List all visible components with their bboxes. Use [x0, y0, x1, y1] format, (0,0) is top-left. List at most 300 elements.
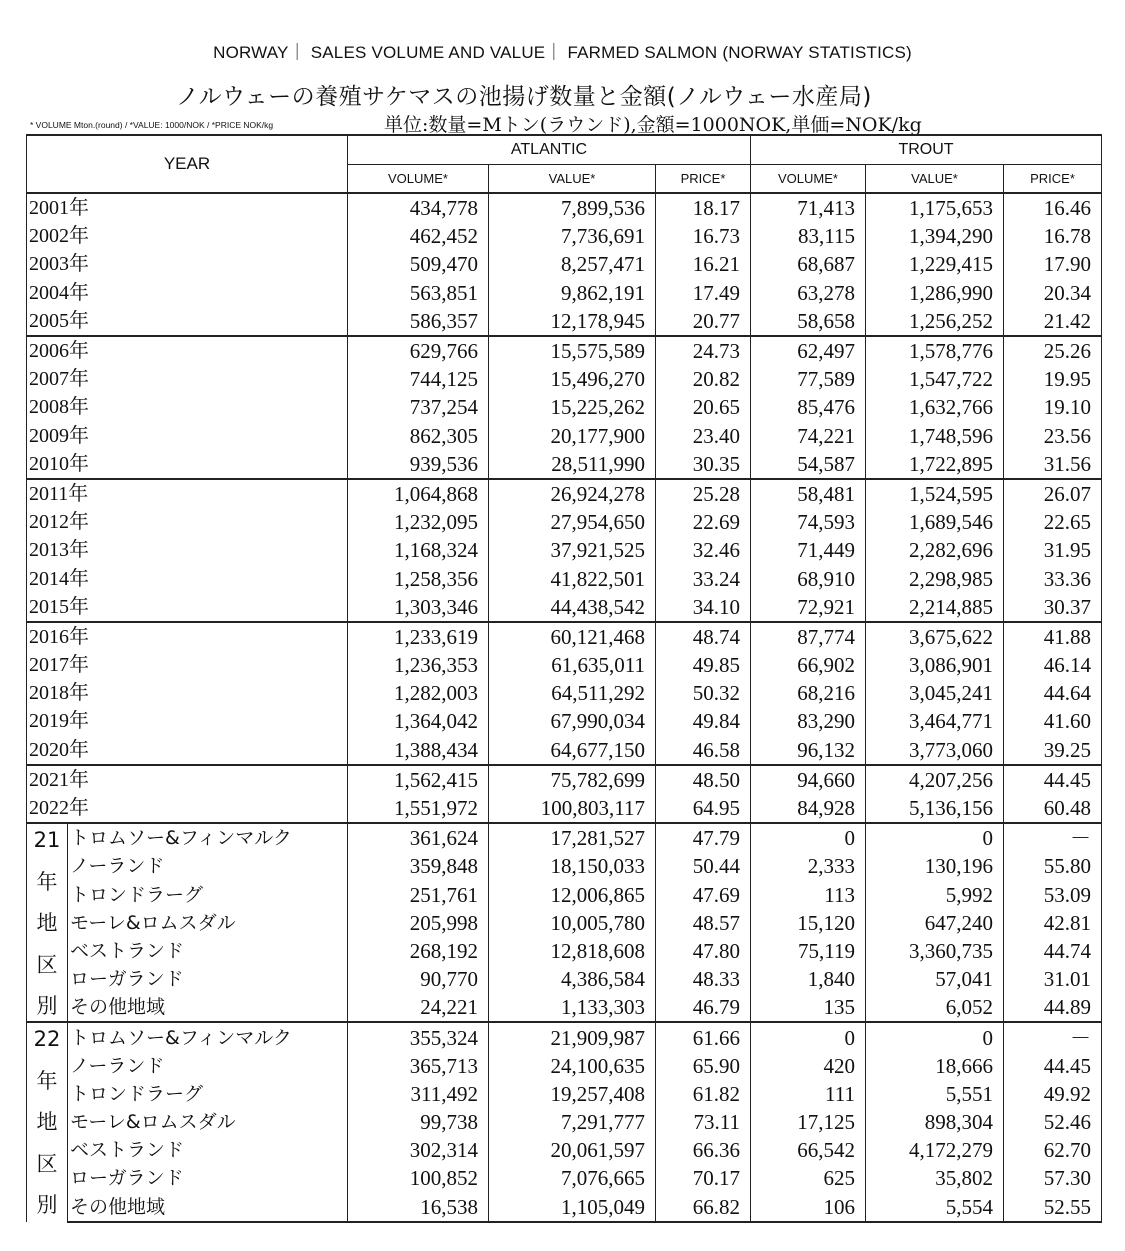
- table-row: [27, 707, 1102, 735]
- region-name-cell: トロムソー&フィンマルク: [68, 1022, 348, 1051]
- atlantic-volume-cell: 862,305: [348, 422, 489, 450]
- region-name-cell: ローガランド: [68, 965, 348, 993]
- trout-volume-cell: 62,497: [751, 336, 866, 365]
- atlantic-value-cell: 9,862,191: [489, 279, 656, 307]
- year-cell: 2006年: [27, 336, 348, 365]
- region-row: [27, 937, 1102, 965]
- atlantic-price-cell: 66.82: [656, 1193, 751, 1222]
- trout-volume-cell: 54,587: [751, 450, 866, 479]
- table-row: [27, 250, 1102, 278]
- atlantic-value-cell: 4,386,584: [489, 965, 656, 993]
- atlantic-volume-cell: 1,562,415: [348, 765, 489, 794]
- atlantic-value-cell: 15,575,589: [489, 336, 656, 365]
- trout-price-cell: 16.46: [1004, 193, 1102, 222]
- trout-price-cell: 44.74: [1004, 937, 1102, 965]
- atlantic-volume-cell: 563,851: [348, 279, 489, 307]
- atlantic-value-cell: 1,133,303: [489, 993, 656, 1022]
- trout-volume-cell: 1,840: [751, 965, 866, 993]
- trout-value-cell: 4,207,256: [866, 765, 1004, 794]
- year-cell: 2003年: [27, 250, 348, 278]
- year-cell: 2022年: [27, 794, 348, 823]
- trout-volume-cell: 625: [751, 1164, 866, 1192]
- trout-price-cell: 49.92: [1004, 1080, 1102, 1108]
- trout-value-cell: 1,689,546: [866, 508, 1004, 536]
- atlantic-price-cell: 20.77: [656, 307, 751, 336]
- table-row: [27, 564, 1102, 592]
- atlantic-volume-cell: 509,470: [348, 250, 489, 278]
- trout-value-cell: 5,992: [866, 881, 1004, 909]
- region-row: [27, 1164, 1102, 1192]
- trout-volume-cell: 72,921: [751, 593, 866, 622]
- atlantic-value-cell: 15,496,270: [489, 365, 656, 393]
- trout-value-cell: 1,578,776: [866, 336, 1004, 365]
- region-name-cell: ノーランド: [68, 1052, 348, 1080]
- atlantic-volume-cell: 586,357: [348, 307, 489, 336]
- atlantic-value-cell: 18,150,033: [489, 852, 656, 880]
- atlantic-volume-cell: 16,538: [348, 1193, 489, 1222]
- atlantic-price-cell: 22.69: [656, 508, 751, 536]
- atlantic-volume-cell: 737,254: [348, 393, 489, 421]
- atlantic-value-cell: 61,635,011: [489, 651, 656, 679]
- region-label-char: 別: [36, 1193, 58, 1218]
- table-row: [27, 365, 1102, 393]
- region-row: [27, 1136, 1102, 1164]
- year-cell: 2005年: [27, 307, 348, 336]
- atlantic-price-cell: 49.84: [656, 707, 751, 735]
- atlantic-value-cell: 7,291,777: [489, 1108, 656, 1136]
- atlantic-header: ATLANTIC: [348, 135, 751, 165]
- region-row: [27, 909, 1102, 937]
- table-row: [27, 336, 1102, 365]
- year-cell: 2019年: [27, 707, 348, 735]
- atlantic-price-cell: 48.57: [656, 909, 751, 937]
- units-jp: 単位:数量=Mトン(ラウンド),金額=1000NOK,単価=NOK/kg: [384, 114, 922, 136]
- atlantic-value-cell: 1,105,049: [489, 1193, 656, 1222]
- table-row: [27, 450, 1102, 479]
- atlantic-value-cell: 20,177,900: [489, 422, 656, 450]
- trout-value-cell: 1,524,595: [866, 479, 1004, 508]
- atlantic-volume-cell: 1,233,619: [348, 622, 489, 651]
- atlantic-value-cell: 8,257,471: [489, 250, 656, 278]
- atlantic-price-cell: 50.32: [656, 679, 751, 707]
- atlantic-price-cell: 34.10: [656, 593, 751, 622]
- table-row: [27, 279, 1102, 307]
- trout-volume-cell: 84,928: [751, 794, 866, 823]
- trout-value-cell: 35,802: [866, 1164, 1004, 1192]
- trout-volume-cell: 420: [751, 1052, 866, 1080]
- trout-value-cell: 130,196: [866, 852, 1004, 880]
- year-cell: 2020年: [27, 736, 348, 765]
- trout-volume-cell: 135: [751, 993, 866, 1022]
- atlantic-value-cell: 7,076,665: [489, 1164, 656, 1192]
- atlantic-price-header: PRICE*: [656, 165, 751, 194]
- trout-price-cell: 53.09: [1004, 881, 1102, 909]
- atlantic-price-cell: 61.66: [656, 1022, 751, 1051]
- atlantic-price-cell: 50.44: [656, 852, 751, 880]
- salmon-table: [26, 134, 1102, 1223]
- trout-value-cell: 5,136,156: [866, 794, 1004, 823]
- trout-price-cell: 31.95: [1004, 536, 1102, 564]
- year-cell: 2021年: [27, 765, 348, 794]
- page-header: NORWAY｜ SALES VOLUME AND VALUE｜ FARMED SALMON (NORWAY STATISTICS): [213, 43, 912, 62]
- year-cell: 2013年: [27, 536, 348, 564]
- table-row: [27, 536, 1102, 564]
- atlantic-volume-cell: 1,258,356: [348, 564, 489, 592]
- atlantic-price-cell: 20.65: [656, 393, 751, 421]
- atlantic-volume-cell: 1,282,003: [348, 679, 489, 707]
- trout-volume-cell: 0: [751, 823, 866, 852]
- atlantic-volume-header: VOLUME*: [348, 165, 489, 194]
- atlantic-price-cell: 25.28: [656, 479, 751, 508]
- atlantic-price-cell: 48.33: [656, 965, 751, 993]
- atlantic-volume-cell: 1,168,324: [348, 536, 489, 564]
- trout-volume-header: VOLUME*: [751, 165, 866, 194]
- atlantic-value-cell: 19,257,408: [489, 1080, 656, 1108]
- atlantic-value-cell: 15,225,262: [489, 393, 656, 421]
- trout-volume-cell: 83,290: [751, 707, 866, 735]
- table-row: [27, 193, 1102, 222]
- region-label-char: 年: [36, 1068, 58, 1093]
- trout-price-cell: 33.36: [1004, 564, 1102, 592]
- atlantic-volume-cell: 251,761: [348, 881, 489, 909]
- atlantic-value-cell: 26,924,278: [489, 479, 656, 508]
- trout-value-cell: 18,666: [866, 1052, 1004, 1080]
- table-row: [27, 765, 1102, 794]
- atlantic-price-cell: 33.24: [656, 564, 751, 592]
- atlantic-price-cell: 70.17: [656, 1164, 751, 1192]
- atlantic-price-cell: 49.85: [656, 651, 751, 679]
- trout-volume-cell: 111: [751, 1080, 866, 1108]
- trout-price-cell: 42.81: [1004, 909, 1102, 937]
- trout-value-cell: 57,041: [866, 965, 1004, 993]
- trout-price-cell: 55.80: [1004, 852, 1102, 880]
- trout-value-cell: 3,773,060: [866, 736, 1004, 765]
- trout-volume-cell: 68,910: [751, 564, 866, 592]
- atlantic-price-cell: 23.40: [656, 422, 751, 450]
- trout-value-cell: 647,240: [866, 909, 1004, 937]
- region-row: [27, 1080, 1102, 1108]
- page-title: ノルウェーの養殖サケマスの池揚げ数量と金額(ノルウェー水産局): [176, 84, 872, 110]
- trout-value-cell: 1,229,415: [866, 250, 1004, 278]
- trout-volume-cell: 74,221: [751, 422, 866, 450]
- trout-price-cell: －: [1004, 823, 1102, 852]
- trout-value-header: VALUE*: [866, 165, 1004, 194]
- atlantic-volume-cell: 462,452: [348, 222, 489, 250]
- year-cell: 2002年: [27, 222, 348, 250]
- trout-price-cell: 31.01: [1004, 965, 1102, 993]
- region-label-char: 別: [36, 994, 58, 1019]
- trout-price-cell: 57.30: [1004, 1164, 1102, 1192]
- trout-volume-cell: 71,449: [751, 536, 866, 564]
- trout-volume-cell: 63,278: [751, 279, 866, 307]
- atlantic-volume-cell: 359,848: [348, 852, 489, 880]
- trout-value-cell: 6,052: [866, 993, 1004, 1022]
- year-cell: 2010年: [27, 450, 348, 479]
- trout-price-cell: 25.26: [1004, 336, 1102, 365]
- atlantic-volume-cell: 100,852: [348, 1164, 489, 1192]
- atlantic-value-cell: 41,822,501: [489, 564, 656, 592]
- trout-value-cell: 1,394,290: [866, 222, 1004, 250]
- atlantic-volume-cell: 1,236,353: [348, 651, 489, 679]
- region-row: [27, 965, 1102, 993]
- trout-price-cell: 19.10: [1004, 393, 1102, 421]
- trout-value-cell: 1,632,766: [866, 393, 1004, 421]
- atlantic-value-cell: 75,782,699: [489, 765, 656, 794]
- atlantic-value-cell: 12,178,945: [489, 307, 656, 336]
- atlantic-value-cell: 24,100,635: [489, 1052, 656, 1080]
- trout-value-cell: 5,551: [866, 1080, 1004, 1108]
- region-row: [27, 823, 1102, 852]
- atlantic-volume-cell: 744,125: [348, 365, 489, 393]
- atlantic-price-cell: 47.69: [656, 881, 751, 909]
- atlantic-price-cell: 16.73: [656, 222, 751, 250]
- trout-volume-cell: 87,774: [751, 622, 866, 651]
- region-name-cell: トロムソー&フィンマルク: [68, 823, 348, 852]
- atlantic-value-cell: 64,511,292: [489, 679, 656, 707]
- atlantic-price-cell: 47.80: [656, 937, 751, 965]
- year-cell: 2004年: [27, 279, 348, 307]
- region-name-cell: その他地域: [68, 993, 348, 1022]
- atlantic-volume-cell: 1,064,868: [348, 479, 489, 508]
- year-cell: 2016年: [27, 622, 348, 651]
- atlantic-price-cell: 17.49: [656, 279, 751, 307]
- table-row: [27, 736, 1102, 765]
- atlantic-price-cell: 46.79: [656, 993, 751, 1022]
- region-row: [27, 993, 1102, 1022]
- trout-value-cell: 2,282,696: [866, 536, 1004, 564]
- region-name-cell: ベストランド: [68, 937, 348, 965]
- atlantic-value-cell: 37,921,525: [489, 536, 656, 564]
- trout-price-cell: 16.78: [1004, 222, 1102, 250]
- trout-volume-cell: 94,660: [751, 765, 866, 794]
- trout-value-cell: 0: [866, 1022, 1004, 1051]
- atlantic-price-cell: 30.35: [656, 450, 751, 479]
- trout-price-cell: 41.60: [1004, 707, 1102, 735]
- trout-value-cell: 1,748,596: [866, 422, 1004, 450]
- trout-value-cell: 1,175,653: [866, 193, 1004, 222]
- region-year-label: [27, 823, 68, 1022]
- trout-value-cell: 0: [866, 823, 1004, 852]
- table-row: [27, 222, 1102, 250]
- atlantic-price-cell: 48.74: [656, 622, 751, 651]
- atlantic-price-cell: 24.73: [656, 336, 751, 365]
- region-label-char: 年: [36, 869, 58, 894]
- trout-price-cell: 23.56: [1004, 422, 1102, 450]
- trout-price-cell: 52.46: [1004, 1108, 1102, 1136]
- region-name-cell: その他地域: [68, 1193, 348, 1222]
- atlantic-price-cell: 47.79: [656, 823, 751, 852]
- trout-value-cell: 1,722,895: [866, 450, 1004, 479]
- atlantic-price-cell: 66.36: [656, 1136, 751, 1164]
- table-row: [27, 422, 1102, 450]
- trout-volume-cell: 2,333: [751, 852, 866, 880]
- trout-volume-cell: 106: [751, 1193, 866, 1222]
- atlantic-value-header: VALUE*: [489, 165, 656, 194]
- atlantic-volume-cell: 365,713: [348, 1052, 489, 1080]
- year-cell: 2009年: [27, 422, 348, 450]
- trout-value-cell: 1,547,722: [866, 365, 1004, 393]
- trout-volume-cell: 83,115: [751, 222, 866, 250]
- region-row: [27, 881, 1102, 909]
- trout-volume-cell: 75,119: [751, 937, 866, 965]
- atlantic-volume-cell: 361,624: [348, 823, 489, 852]
- trout-price-cell: 19.95: [1004, 365, 1102, 393]
- atlantic-volume-cell: 268,192: [348, 937, 489, 965]
- region-label-char: 区: [36, 952, 58, 977]
- atlantic-price-cell: 61.82: [656, 1080, 751, 1108]
- atlantic-price-cell: 48.50: [656, 765, 751, 794]
- region-row: [27, 1052, 1102, 1080]
- trout-value-cell: 3,464,771: [866, 707, 1004, 735]
- atlantic-volume-cell: 1,388,434: [348, 736, 489, 765]
- atlantic-value-cell: 28,511,990: [489, 450, 656, 479]
- trout-volume-cell: 71,413: [751, 193, 866, 222]
- atlantic-volume-cell: 1,303,346: [348, 593, 489, 622]
- atlantic-volume-cell: 1,232,095: [348, 508, 489, 536]
- trout-price-cell: 44.45: [1004, 765, 1102, 794]
- year-cell: 2018年: [27, 679, 348, 707]
- region-row: [27, 1022, 1102, 1051]
- table-row: [27, 679, 1102, 707]
- atlantic-value-cell: 20,061,597: [489, 1136, 656, 1164]
- region-name-cell: ローガランド: [68, 1164, 348, 1192]
- trout-price-cell: 30.37: [1004, 593, 1102, 622]
- atlantic-price-cell: 73.11: [656, 1108, 751, 1136]
- trout-volume-cell: 58,658: [751, 307, 866, 336]
- atlantic-volume-cell: 939,536: [348, 450, 489, 479]
- region-label-char: 22: [33, 1027, 61, 1052]
- region-row: [27, 1108, 1102, 1136]
- table-row: [27, 479, 1102, 508]
- trout-price-cell: 44.45: [1004, 1052, 1102, 1080]
- region-name-cell: トロンドラーグ: [68, 1080, 348, 1108]
- region-name-cell: トロンドラーグ: [68, 881, 348, 909]
- trout-volume-cell: 68,216: [751, 679, 866, 707]
- atlantic-value-cell: 100,803,117: [489, 794, 656, 823]
- trout-volume-cell: 66,902: [751, 651, 866, 679]
- atlantic-volume-cell: 205,998: [348, 909, 489, 937]
- year-cell: 2011年: [27, 479, 348, 508]
- atlantic-price-cell: 46.58: [656, 736, 751, 765]
- table-row: [27, 651, 1102, 679]
- atlantic-volume-cell: 90,770: [348, 965, 489, 993]
- region-year-label: [27, 1022, 68, 1221]
- table-row: [27, 794, 1102, 823]
- atlantic-value-cell: 27,954,650: [489, 508, 656, 536]
- trout-price-header: PRICE*: [1004, 165, 1102, 194]
- atlantic-value-cell: 21,909,987: [489, 1022, 656, 1051]
- year-cell: 2017年: [27, 651, 348, 679]
- atlantic-volume-cell: 24,221: [348, 993, 489, 1022]
- trout-price-cell: 20.34: [1004, 279, 1102, 307]
- trout-volume-cell: 96,132: [751, 736, 866, 765]
- atlantic-volume-cell: 355,324: [348, 1022, 489, 1051]
- atlantic-value-cell: 7,736,691: [489, 222, 656, 250]
- atlantic-value-cell: 17,281,527: [489, 823, 656, 852]
- atlantic-price-cell: 16.21: [656, 250, 751, 278]
- region-label-char: 区: [36, 1151, 58, 1176]
- year-cell: 2007年: [27, 365, 348, 393]
- trout-volume-cell: 17,125: [751, 1108, 866, 1136]
- table-row: [27, 508, 1102, 536]
- trout-price-cell: 22.65: [1004, 508, 1102, 536]
- table-row: [27, 307, 1102, 336]
- trout-price-cell: －: [1004, 1022, 1102, 1051]
- atlantic-value-cell: 10,005,780: [489, 909, 656, 937]
- trout-volume-cell: 68,687: [751, 250, 866, 278]
- trout-price-cell: 39.25: [1004, 736, 1102, 765]
- trout-value-cell: 3,360,735: [866, 937, 1004, 965]
- region-name-cell: モーレ&ロムスダル: [68, 1108, 348, 1136]
- trout-price-cell: 60.48: [1004, 794, 1102, 823]
- region-label-char: 地: [36, 911, 58, 936]
- trout-volume-cell: 74,593: [751, 508, 866, 536]
- atlantic-value-cell: 7,899,536: [489, 193, 656, 222]
- atlantic-value-cell: 60,121,468: [489, 622, 656, 651]
- atlantic-value-cell: 12,818,608: [489, 937, 656, 965]
- trout-volume-cell: 85,476: [751, 393, 866, 421]
- trout-price-cell: 17.90: [1004, 250, 1102, 278]
- trout-value-cell: 3,045,241: [866, 679, 1004, 707]
- year-cell: 2001年: [27, 193, 348, 222]
- trout-volume-cell: 58,481: [751, 479, 866, 508]
- trout-value-cell: 898,304: [866, 1108, 1004, 1136]
- trout-price-cell: 44.89: [1004, 993, 1102, 1022]
- trout-value-cell: 2,214,885: [866, 593, 1004, 622]
- region-name-cell: モーレ&ロムスダル: [68, 909, 348, 937]
- trout-header: TROUT: [751, 135, 1102, 165]
- atlantic-volume-cell: 434,778: [348, 193, 489, 222]
- year-cell: 2012年: [27, 508, 348, 536]
- trout-price-cell: 52.55: [1004, 1193, 1102, 1222]
- trout-price-cell: 26.07: [1004, 479, 1102, 508]
- trout-value-cell: 2,298,985: [866, 564, 1004, 592]
- region-label-char: 21: [33, 828, 61, 853]
- atlantic-price-cell: 32.46: [656, 536, 751, 564]
- trout-value-cell: 5,554: [866, 1193, 1004, 1222]
- atlantic-volume-cell: 302,314: [348, 1136, 489, 1164]
- region-name-cell: ノーランド: [68, 852, 348, 880]
- year-cell: 2015年: [27, 593, 348, 622]
- year-header: YEAR: [27, 135, 348, 193]
- region-row: [27, 852, 1102, 880]
- trout-price-cell: 46.14: [1004, 651, 1102, 679]
- trout-value-cell: 3,675,622: [866, 622, 1004, 651]
- table-body: [27, 193, 1102, 1222]
- atlantic-volume-cell: 1,364,042: [348, 707, 489, 735]
- trout-value-cell: 3,086,901: [866, 651, 1004, 679]
- trout-volume-cell: 66,542: [751, 1136, 866, 1164]
- year-cell: 2008年: [27, 393, 348, 421]
- atlantic-value-cell: 67,990,034: [489, 707, 656, 735]
- atlantic-volume-cell: 99,738: [348, 1108, 489, 1136]
- trout-price-cell: 21.42: [1004, 307, 1102, 336]
- trout-price-cell: 31.56: [1004, 450, 1102, 479]
- atlantic-price-cell: 18.17: [656, 193, 751, 222]
- trout-price-cell: 62.70: [1004, 1136, 1102, 1164]
- trout-volume-cell: 113: [751, 881, 866, 909]
- atlantic-value-cell: 64,677,150: [489, 736, 656, 765]
- trout-volume-cell: 0: [751, 1022, 866, 1051]
- table-row: [27, 593, 1102, 622]
- table-row: [27, 393, 1102, 421]
- atlantic-volume-cell: 1,551,972: [348, 794, 489, 823]
- atlantic-value-cell: 44,438,542: [489, 593, 656, 622]
- trout-value-cell: 4,172,279: [866, 1136, 1004, 1164]
- trout-price-cell: 44.64: [1004, 679, 1102, 707]
- trout-value-cell: 1,256,252: [866, 307, 1004, 336]
- trout-price-cell: 41.88: [1004, 622, 1102, 651]
